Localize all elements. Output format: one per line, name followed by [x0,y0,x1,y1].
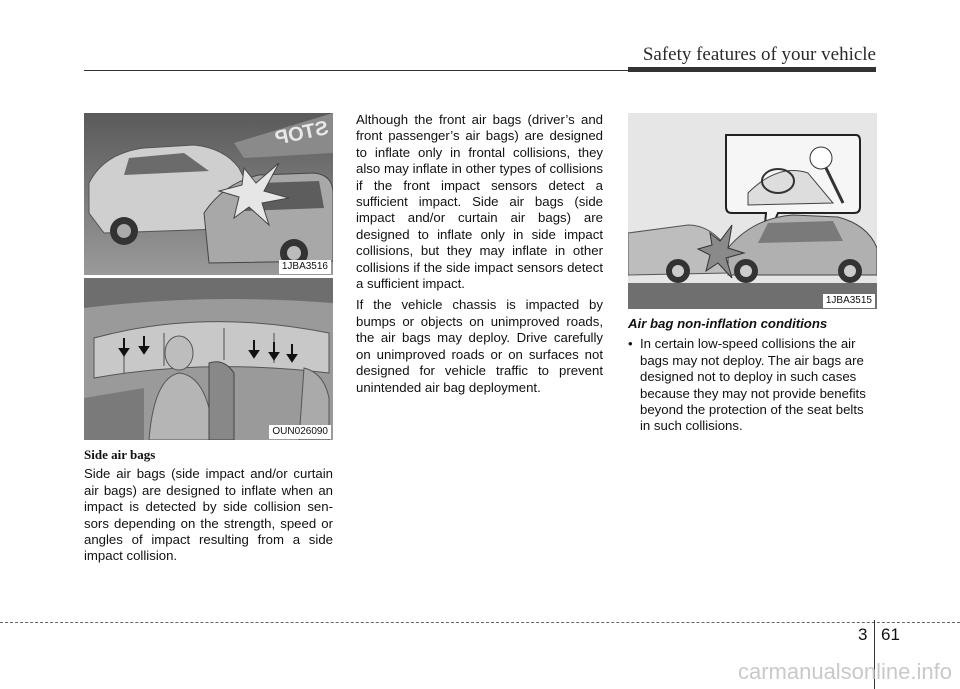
figure-side-collision [84,113,333,275]
figure-code: OUN026090 [269,425,331,439]
bullet-mark: • [628,336,633,352]
column-2 [356,112,603,401]
section-heading: Side air bags [84,447,156,462]
sub-heading: Air bag non-inflation conditions [628,316,828,331]
figure-low-speed-collision [628,113,877,309]
road-stop-text: STOP [273,116,331,150]
bullet-text: In certain low-speed collisions the air bags may not deploy. The air bags are designed not to deploy in such cases because they may not provide benefits beyond the protection of the seat belts in such collisions. [640,336,866,434]
figure-curtain-airbags [84,278,333,440]
paragraph: Side air bags (side impact and/or curtain air bags) are designed to inflate when an impact is detected by side collision sensors depending on the strength, speed or angles of impact resulting from a side impact collision. [84,466,333,564]
chapter-number: 3 [858,625,868,644]
list-item [628,336,877,434]
watermark: carmanualsonline.info [737,659,952,684]
paragraph: Although the front air bags (driver’s and front passenger’s air bags) are designed to inflate only in frontal collisions, they also may inflate in other types of collisions if the front impact sensors detect a sufficient impact. Side air bags (side impact and/or curtain air bags) are designed to inflate only in side impact collisions, but they may inflate in other collisions if the side impact sensors detect a sufficient impact. [356,112,603,292]
figure-code: 1JBA3515 [823,294,875,308]
footer-rule [0,622,960,623]
header-title: Safety features of your vehicle [642,44,876,65]
figure-code: 1JBA3516 [279,260,331,274]
page-number: 61 [881,625,900,644]
column-1 [84,447,333,570]
column-3 [628,316,877,435]
header-rule-accent [628,67,876,72]
paragraph: If the vehicle chassis is impacted by bumps or objects on unimproved roads, the air bags may deploy. Drive carefully on unimproved roads or on surfaces not designed for vehicle traffic to prevent unintended air bag deployment. [356,297,603,395]
